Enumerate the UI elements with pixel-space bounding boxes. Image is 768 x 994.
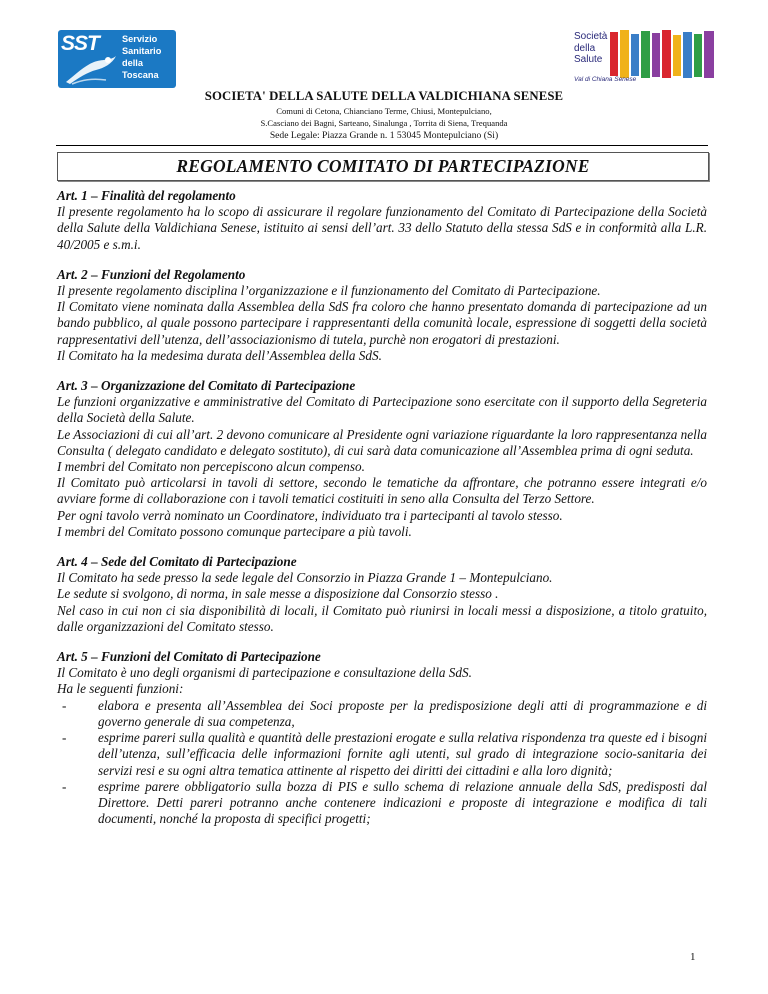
article-paragraph: I membri del Comitato non percepiscono alcun compenso. xyxy=(57,459,365,475)
list-item-text: esprime pareri sulla qualità e quantità delle prestazioni erogate e sulla relativa rispondenza tra queste ed i bisogni dell’utenza, sull’efficacia delle informazioni fornite agli utenti, sul grado di integrazione socio-sanitaria dei servizi resi e su ogni altra tematica attinente al rispetto dei diritti dei cittadini e alla loro dignità; xyxy=(98,730,707,778)
sds-logo-line: Società xyxy=(574,31,608,42)
sst-logo-line: Toscana xyxy=(122,70,159,80)
article-heading: Art. 5 – Funzioni del Comitato di Partecipazione xyxy=(57,649,321,665)
document-body xyxy=(57,188,707,841)
document-title: REGOLAMENTO COMITATO DI PARTECIPAZIONE xyxy=(176,156,590,176)
bullet-dash: - xyxy=(62,730,67,746)
municipalities-line-1: Comuni di Cetona, Chianciano Terme, Chiusi, Montepulciano, xyxy=(276,106,492,116)
sds-logo-line: Salute xyxy=(574,54,603,65)
organization-name: SOCIETA' DELLA SALUTE DELLA VALDICHIANA SENESE xyxy=(204,89,564,103)
list-item-text: esprime parere obbligatorio sulla bozza di PIS e sullo schema di relazione annuale della SdS, predisposti dal Direttore. Detti pareri potranno anche contenere indicazioni e proposte di integrazione e modifica di tali documenti, nonché la proposta di specifici progetti; xyxy=(98,778,707,827)
list-item-text: elabora e presenta all’Assemblea dei Soci proposte per la predisposizione degli atti di programmazione e di governo generale di sua competenza, xyxy=(98,697,707,729)
article-paragraph: I membri del Comitato possono comunque partecipare a più tavoli. xyxy=(57,523,412,539)
figure-icon xyxy=(62,52,120,86)
article-paragraph: Il presente regolamento disciplina l’organizzazione e il funzionamento del Comitato di Partecipazione. xyxy=(57,283,601,299)
article-heading: Art. 1 – Finalità del regolamento xyxy=(57,188,236,203)
bullet-dash: - xyxy=(62,697,67,713)
functions-list xyxy=(57,698,707,828)
article-5 xyxy=(57,649,707,827)
article-paragraph: Le funzioni organizzative e amministrative del Comitato di Partecipazione sono esercitate con il supporto della Segreteria della Società della Salute. xyxy=(57,394,707,426)
article-paragraph: Ha le seguenti funzioni: xyxy=(57,681,184,697)
article-paragraph: Le Associazioni di cui all’art. 2 devono comunicare al Presidente ogni variazione riguardante la loro rappresentanza nella Consulta ( delegato candidato e delegato sostituto), di cui sarà data comunicazione all’Assemblea prima di ogni seduta. xyxy=(57,426,707,458)
article-heading: Art. 2 – Funzioni del Regolamento xyxy=(57,266,246,282)
sst-logo xyxy=(58,30,176,88)
sst-logo-text xyxy=(122,33,161,81)
municipalities-line-2: S.Casciano dei Bagni, Sarteano, Sinalunga , Torrita di Siena, Trequanda xyxy=(260,118,508,128)
article-paragraph: Il Comitato è uno degli organismi di partecipazione e consultazione della SdS. xyxy=(57,665,472,681)
list-item xyxy=(57,698,707,730)
list-item xyxy=(57,779,707,828)
article-paragraph: Il Comitato può articolarsi in tavoli di settore, secondo le tematiche da affrontare, che potranno essere integrati e/o avviare forme di collaborazione con i tavoli tematici costituiti in seno alla Consulta del Terzo Settore. xyxy=(57,475,707,507)
sds-logo-subtitle: Val di Chiana Senese xyxy=(574,76,637,83)
article-paragraph: Per ogni tavolo verrà nominato un Coordinatore, individuato tra i partecipanti al tavolo stesso. xyxy=(57,507,563,523)
list-item xyxy=(57,730,707,779)
article-paragraph: Il Comitato ha sede presso la sede legale del Consorzio in Piazza Grande 1 – Montepulciano. xyxy=(57,570,553,586)
page-number: 1 xyxy=(690,951,696,963)
sds-logo-text xyxy=(574,31,607,66)
article-4 xyxy=(57,554,707,635)
bullet-dash: - xyxy=(62,778,67,794)
article-paragraph: Il presente regolamento ha lo scopo di assicurare il regolare funzionamento del Comitato di Partecipazione della Società della Salute della Valdichiana Senese, istituito ai sensi dell’art. 33 dello Statuto della stessa SdS e in conformità alla L.R. 40/2005 e s.m.i. xyxy=(57,204,707,252)
sds-logo xyxy=(568,30,716,86)
document-title-box xyxy=(57,152,709,181)
article-2 xyxy=(57,267,707,364)
article-paragraph: Le sedute si svolgono, di norma, in sale messe a disposizione dal Consorzio stesso . xyxy=(57,586,499,602)
article-paragraph: Il Comitato ha la medesima durata dell’Assemblea della SdS. xyxy=(57,347,382,363)
article-heading: Art. 4 – Sede del Comitato di Partecipazione xyxy=(57,554,297,570)
legal-address: Sede Legale: Piazza Grande n. 1 53045 Montepulciano (Si) xyxy=(269,130,499,141)
sst-logo-line: Sanitario xyxy=(122,46,162,56)
article-paragraph: Il Comitato viene nominata dalla Assemblea della SdS fra coloro che hanno presentato domanda di partecipazione ad un bando pubblico, al quale possono partecipare i rappresentanti della comunità locale, espressione di soggetti della società rappresentativi dell’utenza, dell’associazionismo di tutela, purchè non erogatori di prestazioni. xyxy=(57,299,707,347)
sst-logo-line: Servizio xyxy=(122,34,158,44)
article-paragraph: Nel caso in cui non ci sia disponibilità di locali, il Comitato può riunirsi in locali messi a disposizione, a titolo gratuito, dalle organizzazioni del Comitato stesso. xyxy=(57,602,707,634)
article-1 xyxy=(57,188,707,253)
header-divider xyxy=(56,145,708,146)
sds-logo-line: della xyxy=(574,42,596,54)
sst-logo-mark: SST xyxy=(61,32,99,55)
article-3 xyxy=(57,378,707,540)
article-heading: Art. 3 – Organizzazione del Comitato di Partecipazione xyxy=(57,378,356,394)
sst-logo-line: della xyxy=(122,58,143,68)
